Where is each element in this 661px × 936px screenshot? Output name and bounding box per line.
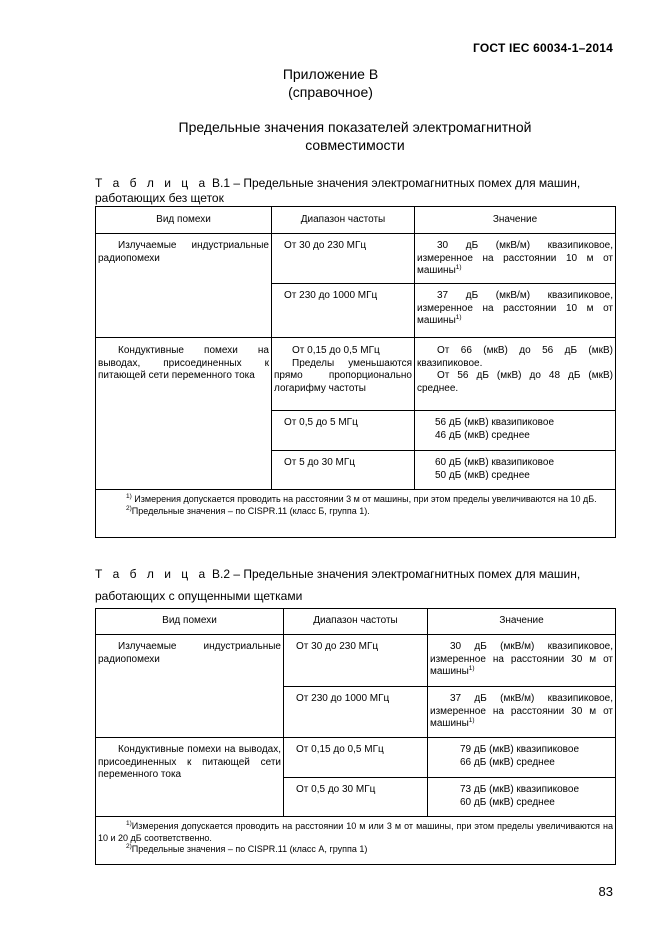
section-title-line-2: совместимости (305, 137, 405, 153)
table2-notes (96, 817, 616, 865)
table1-cell-type: Кондуктивные помехи на выводах, присоединенных к питающей сети переменного тока (96, 338, 272, 490)
table1-freq-line-2: Пределы уменьшаются прямо пропорционально логарифму частоты (274, 357, 412, 394)
table1-header-value: Значение (415, 207, 616, 234)
table1 (95, 206, 616, 538)
table1-cell-value (415, 284, 616, 338)
table2-cell-freq: От 230 до 1000 МГц (284, 687, 428, 738)
table1-label: Т а б л и ц а (95, 176, 209, 190)
table1-notes (96, 490, 616, 538)
table1-cell-freq: От 5 до 30 МГц (272, 451, 415, 490)
table1-header-freq: Диапазон частоты (272, 207, 415, 234)
footnote-ref: 1) (455, 314, 462, 321)
table2-value-text: 37 дБ (мкВ/м) квазипиковое, измеренное на расстоянии 30 м от машины (430, 693, 613, 729)
table2-cell-value (428, 635, 616, 687)
table2-note-1 (98, 821, 613, 844)
footnote-mark: 2) (126, 843, 132, 850)
table1-header-row (96, 207, 616, 234)
table1-cell-type: Излучаемые индустриальные радиопомехи (96, 234, 272, 338)
table-row (96, 234, 616, 284)
table1-notes-row (96, 490, 616, 538)
table2-cell-freq: От 30 до 230 МГц (284, 635, 428, 687)
table2-caption (95, 563, 614, 607)
table1-cell-value (415, 234, 616, 284)
table1-caption-line-1: В.1 – Предельные значения электромагнитных помех для машин, (208, 176, 581, 190)
table2-cell-value (428, 738, 616, 778)
table1-cell-value (415, 338, 616, 411)
table2-note-2 (98, 844, 613, 856)
table1-value-line-2: От 56 дБ (мкВ) до 48 дБ (мкВ) среднее. (417, 370, 613, 394)
table2-header-value: Значение (428, 609, 616, 635)
table2-cell-type: Излучаемые индустриальные радиопомехи (96, 635, 284, 738)
table2-label: Т а б л и ц а (95, 567, 209, 581)
footnote-ref: 1) (468, 665, 475, 672)
table1-cell-freq: От 230 до 1000 МГц (272, 284, 415, 338)
table2-cell-type: Кондуктивные помехи на выводах, присоединенных к питающей сети переменного тока (96, 738, 284, 817)
page-number: 83 (598, 884, 613, 899)
table2-cell-freq: От 0,15 до 0,5 МГц (284, 738, 428, 778)
table1-value-text: 30 дБ (мкВ/м) квазипиковое, измеренное на расстоянии 10 м от машины (417, 240, 613, 276)
table2-cell-freq: От 0,5 до 30 МГц (284, 778, 428, 817)
table2 (95, 608, 616, 865)
table1-note-2 (98, 506, 613, 518)
footnote-ref: 1) (468, 717, 475, 724)
table2-header-row (96, 609, 616, 635)
section-title-line-1: Предельные значения показателей электромагнитной (178, 119, 532, 135)
table1-value-line-1: 60 дБ (мкВ) квазипиковое (435, 457, 555, 468)
table2-value-text: 30 дБ (мкВ/м) квазипиковое, измеренное на расстоянии 30 м от машины (430, 641, 613, 677)
table1-freq-line-1: От 0,15 до 0,5 МГц (292, 345, 380, 356)
table1-value-line-2: 46 дБ (мкВ) среднее (435, 429, 530, 441)
table-row (96, 635, 616, 687)
table1-cell-freq: От 30 до 230 МГц (272, 234, 415, 284)
table1-value-line-2: 50 дБ (мкВ) среднее (435, 469, 530, 481)
table2-header-type: Вид помехи (96, 609, 284, 635)
table1-value-text: 37 дБ (мкВ/м) квазипиковое, измеренное на расстоянии 10 м от машины (417, 290, 613, 326)
table1-caption (95, 176, 614, 206)
table2-caption-line-1: В.2 – Предельные значения электромагнитных помех для машин, (208, 567, 581, 581)
table1-caption-line-2: работающих без щеток (95, 191, 224, 205)
footnote-mark: 1) (126, 820, 132, 827)
appendix-title: Приложение В (282, 66, 379, 82)
table2-value-line-2: 60 дБ (мкВ) среднее (460, 796, 555, 808)
table2-cell-value (428, 687, 616, 738)
table2-value-line-1: 79 дБ (мкВ) квазипиковое (460, 744, 580, 755)
table1-header-type: Вид помехи (96, 207, 272, 234)
appendix-heading (0, 65, 661, 101)
appendix-subtitle: (справочное) (288, 84, 373, 100)
table1-note-2-text: Предельные значения – по CISPR.11 (класс Б, группа 1). (131, 505, 370, 516)
footnote-mark: 1) (126, 493, 132, 500)
footnote-ref: 1) (455, 264, 462, 271)
table1-cell-freq: От 0,5 до 5 МГц (272, 411, 415, 451)
section-title (60, 118, 650, 154)
table2-notes-row (96, 817, 616, 865)
table1-cell-freq (272, 338, 415, 411)
table1-cell-value (415, 451, 616, 490)
table2-note-2-text: Предельные значения – по CISPR.11 (класс А, группа 1) (131, 844, 368, 854)
footnote-mark: 2) (126, 504, 132, 512)
table2-header-freq: Диапазон частоты (284, 609, 428, 635)
table1-value-line-1: 56 дБ (мкВ) квазипиковое (435, 417, 555, 428)
table2-cell-value (428, 778, 616, 817)
table1-note-1 (98, 494, 613, 506)
table2-caption-line-2: работающих с опущенными щетками (95, 589, 303, 603)
table1-note-1-text: Измерения допускается проводить на расстоянии 3 м от машины, при этом пределы увеличиваются на 10 дБ. (131, 494, 597, 504)
table-row (96, 338, 616, 411)
table1-cell-value (415, 411, 616, 451)
standard-header: ГОСТ IEC 60034-1–2014 (473, 41, 613, 55)
table2-note-1-text: Измерения допускается проводить на расстоянии 10 м или 3 м от машины, при этом пределы увеличиваются на 10 и 20 дБ соответственно. (98, 821, 613, 843)
table-row (96, 738, 616, 778)
table1-value-line-1: От 66 (мкВ) до 56 дБ (мкВ) квазипиковое. (417, 345, 613, 369)
table2-value-line-2: 66 дБ (мкВ) среднее (460, 756, 555, 768)
table2-value-line-1: 73 дБ (мкВ) квазипиковое (460, 784, 580, 795)
